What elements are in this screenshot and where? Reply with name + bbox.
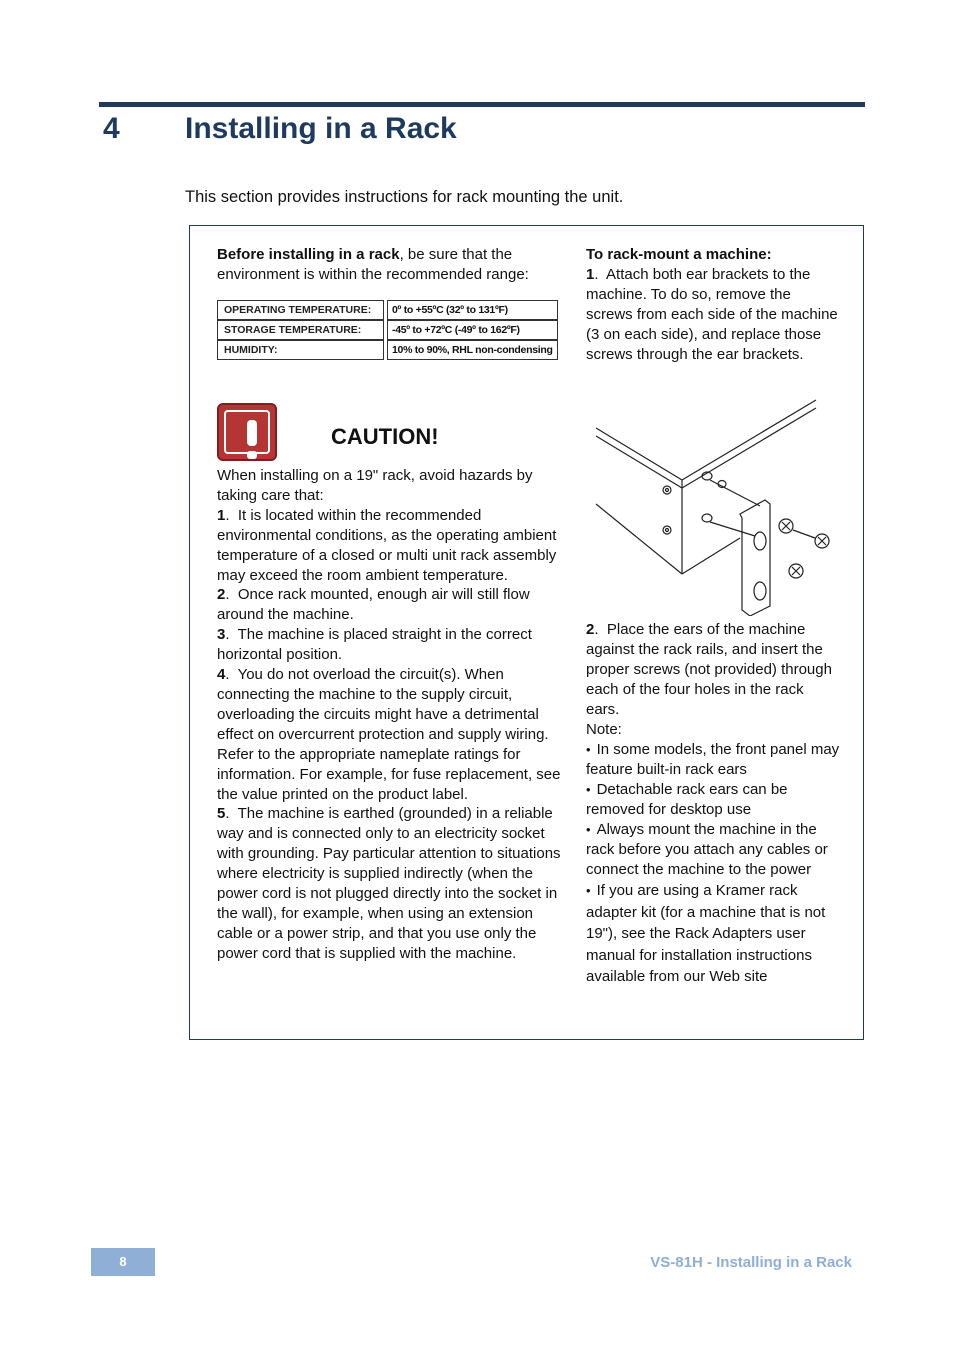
env-table	[214, 300, 561, 360]
caution-item: 4. You do not overload the circuit(s). When connecting the machine to the supply circuit, overloading the circuits might have a detrimental effect on overcurrent protection and supply wiring. Refer to the appropriate nameplate ratings for information. For example, for fuse replacement, see the value printed on the product label.	[217, 666, 561, 803]
section-top-rule	[99, 102, 865, 107]
mount-step: 1. Attach both ear brackets to the machine. To do so, remove the screws from each side of the machine (3 on each side), and replace those screws through the ear brackets.	[586, 266, 838, 363]
note-item: • Detachable rack ears can be removed for desktop use	[586, 780, 841, 820]
mount-step2-notes	[586, 620, 841, 988]
env-value: 10% to 90%, RHL non-condensing	[387, 340, 558, 360]
section-number: 4	[103, 112, 120, 145]
mount-step: 2. Place the ears of the machine against the rack rails, and insert the proper screws (not provided) through each of the four holes in the rack ears.	[586, 621, 832, 718]
env-label: HUMIDITY:	[217, 340, 384, 360]
mount-heading: To rack-mount a machine:	[586, 246, 772, 263]
caution-item: 1. It is located within the recommended environmental conditions, as the operating ambient temperature of a closed or multi unit rack assembly may exceed the room ambient temperature.	[217, 506, 557, 584]
env-lead-rest: , be sure that the environment is within the recommended range:	[217, 246, 529, 283]
env-label: STORAGE TEMPERATURE:	[217, 320, 384, 340]
env-lead	[217, 245, 572, 285]
caution-intro: When installing on a 19" rack, avoid hazards by taking care that:	[217, 467, 533, 504]
section-intro: This section provides instructions for rack mounting the unit.	[185, 188, 624, 206]
caution-item: 3. The machine is placed straight in the correct horizontal position.	[217, 626, 532, 664]
footer-title: VS-81H - Installing in a Rack	[650, 1254, 852, 1271]
env-row	[217, 320, 558, 340]
note-item: • If you are using a Kramer rack adapter kit (for a machine that is not 19"), see the Rack Adapters user manual for installation instructions available from our Web site	[586, 880, 841, 988]
rack-ear-illustration	[590, 396, 840, 616]
note-item: • Always mount the machine in the rack before you attach any cables or connect the machine to the power	[586, 820, 841, 880]
caution-text	[217, 466, 572, 964]
env-lead-bold: Before installing in a rack	[217, 246, 400, 263]
env-value: 0º to +55ºC (32º to 131ºF)	[387, 300, 558, 320]
mount-steps	[586, 245, 841, 365]
caution-exclamation-icon	[217, 403, 277, 461]
section-title: Installing in a Rack	[185, 112, 457, 145]
env-row	[217, 300, 558, 320]
caution-item: 5. The machine is earthed (grounded) in a reliable way and is connected only to an electricity socket with grounding. Pay particular attention to situations where electricity is supplied indirectly (when the power cord is not plugged directly into the socket in the wall), for example, when using an extension cable or a power strip, and that you use only the power cord that is supplied with the machine.	[217, 805, 561, 962]
env-value: -45º to +72ºC (-49º to 162ºF)	[387, 320, 558, 340]
note-label: Note:	[586, 721, 622, 738]
caution-item: 2. Once rack mounted, enough air will still flow around the machine.	[217, 586, 530, 624]
page-number: 8	[91, 1248, 155, 1276]
caution-title: CAUTION!	[331, 424, 439, 449]
env-label: OPERATING TEMPERATURE:	[217, 300, 384, 320]
env-row	[217, 340, 558, 360]
note-item: • In some models, the front panel may feature built-in rack ears	[586, 740, 841, 780]
